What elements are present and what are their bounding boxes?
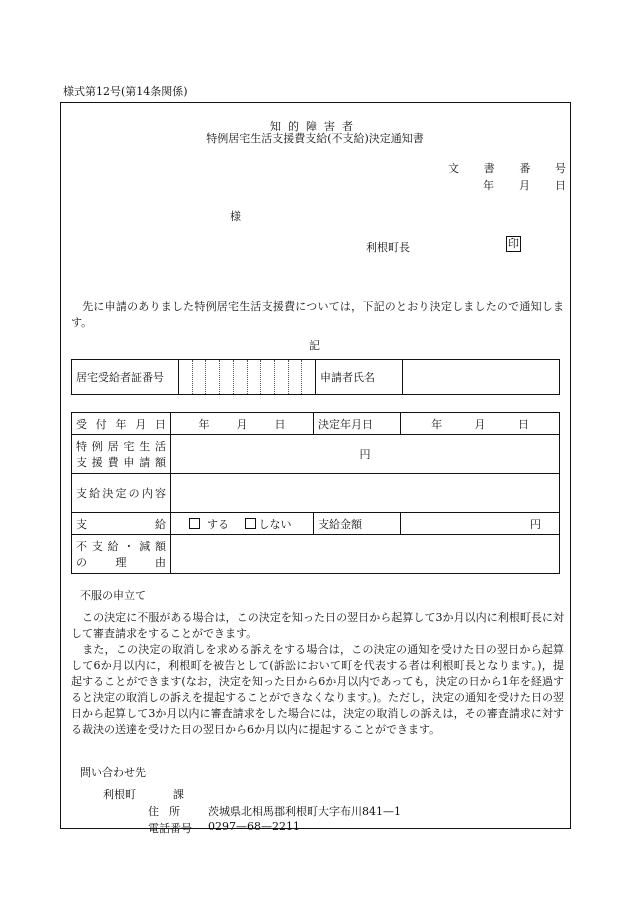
reason-label-char: 由	[155, 556, 166, 569]
reason-label-char: の	[76, 556, 87, 569]
doc-date-month: 月	[519, 179, 530, 192]
receipt-day: 日	[274, 417, 286, 431]
payment-yes-label: する	[207, 517, 229, 531]
payment-label	[76, 516, 166, 532]
receipt-month: 月	[236, 417, 248, 431]
payment-label-char: 支	[76, 517, 87, 531]
payment-yes-option[interactable]	[189, 518, 229, 531]
document-date	[483, 177, 566, 193]
doc-date-day: 日	[555, 179, 566, 192]
payment-label-char: 給	[155, 517, 166, 531]
title-line-1: 知的障害者	[270, 120, 360, 133]
phone-value: 0297—68—2211	[208, 820, 300, 833]
addressee-suffix: 様	[230, 210, 241, 223]
applicant-name-label: 申請者氏名	[316, 360, 403, 395]
yen-unit: 円	[530, 517, 541, 531]
reason-label-2	[76, 554, 166, 570]
ki-heading: 記	[309, 339, 320, 352]
seal-stamp: 印	[508, 237, 519, 250]
cert-number-field[interactable]	[179, 360, 316, 395]
checkbox-icon[interactable]	[189, 518, 200, 529]
issuer-name: 利根町長	[366, 241, 410, 254]
document-number	[448, 160, 566, 176]
doc-date-year: 年	[483, 179, 494, 192]
decision-content-label: 支給決定の内容	[76, 487, 166, 500]
decision-content-field[interactable]	[171, 474, 560, 513]
application-amount-label-2: 支援費申請額	[76, 456, 166, 469]
decision-month: 月	[474, 417, 486, 431]
payment-options	[171, 513, 314, 535]
contact-heading: 問い合わせ先	[80, 766, 146, 779]
form-number-label: 様式第12号(第14条関係)	[63, 85, 188, 98]
receipt-year: 年	[198, 417, 210, 431]
address-label: 住所	[148, 805, 190, 818]
decision-year: 年	[431, 417, 443, 431]
receipt-date-label: 受付年月日	[76, 417, 166, 431]
doc-number-char: 番	[519, 162, 531, 175]
contact-town: 利根町	[103, 788, 136, 801]
doc-number-char: 文	[448, 162, 459, 175]
doc-number-char: 号	[554, 162, 566, 175]
payment-no-option[interactable]	[245, 518, 292, 531]
objection-heading: 不服の申立て	[80, 589, 146, 602]
reason-field[interactable]	[171, 535, 560, 574]
recipient-table	[71, 359, 560, 395]
yen-unit: 円	[359, 448, 371, 461]
contact-section: 課	[173, 788, 184, 801]
doc-number-char: 書	[483, 162, 495, 175]
applicant-name-field[interactable]	[403, 360, 560, 395]
application-amount-label-1: 特例居宅生活	[76, 440, 166, 453]
phone-label: 電話番号	[148, 822, 192, 835]
decision-table	[71, 412, 560, 574]
checkbox-icon[interactable]	[245, 518, 256, 529]
cert-number-label: 居宅受給者証番号	[72, 360, 179, 395]
address-value: 茨城県北相馬郡利根町大字布川841—1	[208, 805, 401, 818]
reason-label-1: 不支給・減額	[76, 540, 166, 553]
objection-paragraph-1: この決定に不服がある場合は，この決定を知った日の翌日から起算して3か月以内に利根町長に対して審査請求をすることができます。	[71, 611, 564, 640]
decision-day: 日	[517, 417, 529, 431]
decision-date-label: 決定年月日	[314, 413, 401, 435]
reason-label-char: 理	[115, 556, 127, 569]
intro-paragraph: 先に申請のありました特例居宅生活支援費については，下記のとおり決定しましたので通知します。	[71, 300, 564, 329]
payment-no-label: しない	[258, 517, 292, 531]
objection-paragraph-2: また，この決定の取消しを求める訴えをする場合は，この決定の通知を受けた日の翌日から起算して6か月以内に，利根町を被告として(訴訟において町を代表する者は利根町長となります。)，提起することができます(なお，決定を知った日から6か月以内であっても，決定の日から1年を経過すると決定の取消しの訴えを提起することができなくなります。)。ただし，決定の通知を受けた日の翌日から起算して3か月以内に審査請求をした場合には，決定の取消しの訴えは，その審査請求に対する裁決の送達を受けた日の翌日から6か月以内に提起することができます。	[71, 643, 564, 736]
receipt-date-field[interactable]	[171, 413, 314, 435]
application-amount-field[interactable]	[171, 435, 560, 474]
decision-date-field[interactable]	[401, 413, 560, 435]
payment-amount-label: 支給金額	[314, 513, 401, 535]
title-line-2: 特例居宅生活支援費支給(不支給)決定通知書	[206, 132, 424, 145]
payment-amount-field[interactable]	[401, 513, 560, 535]
